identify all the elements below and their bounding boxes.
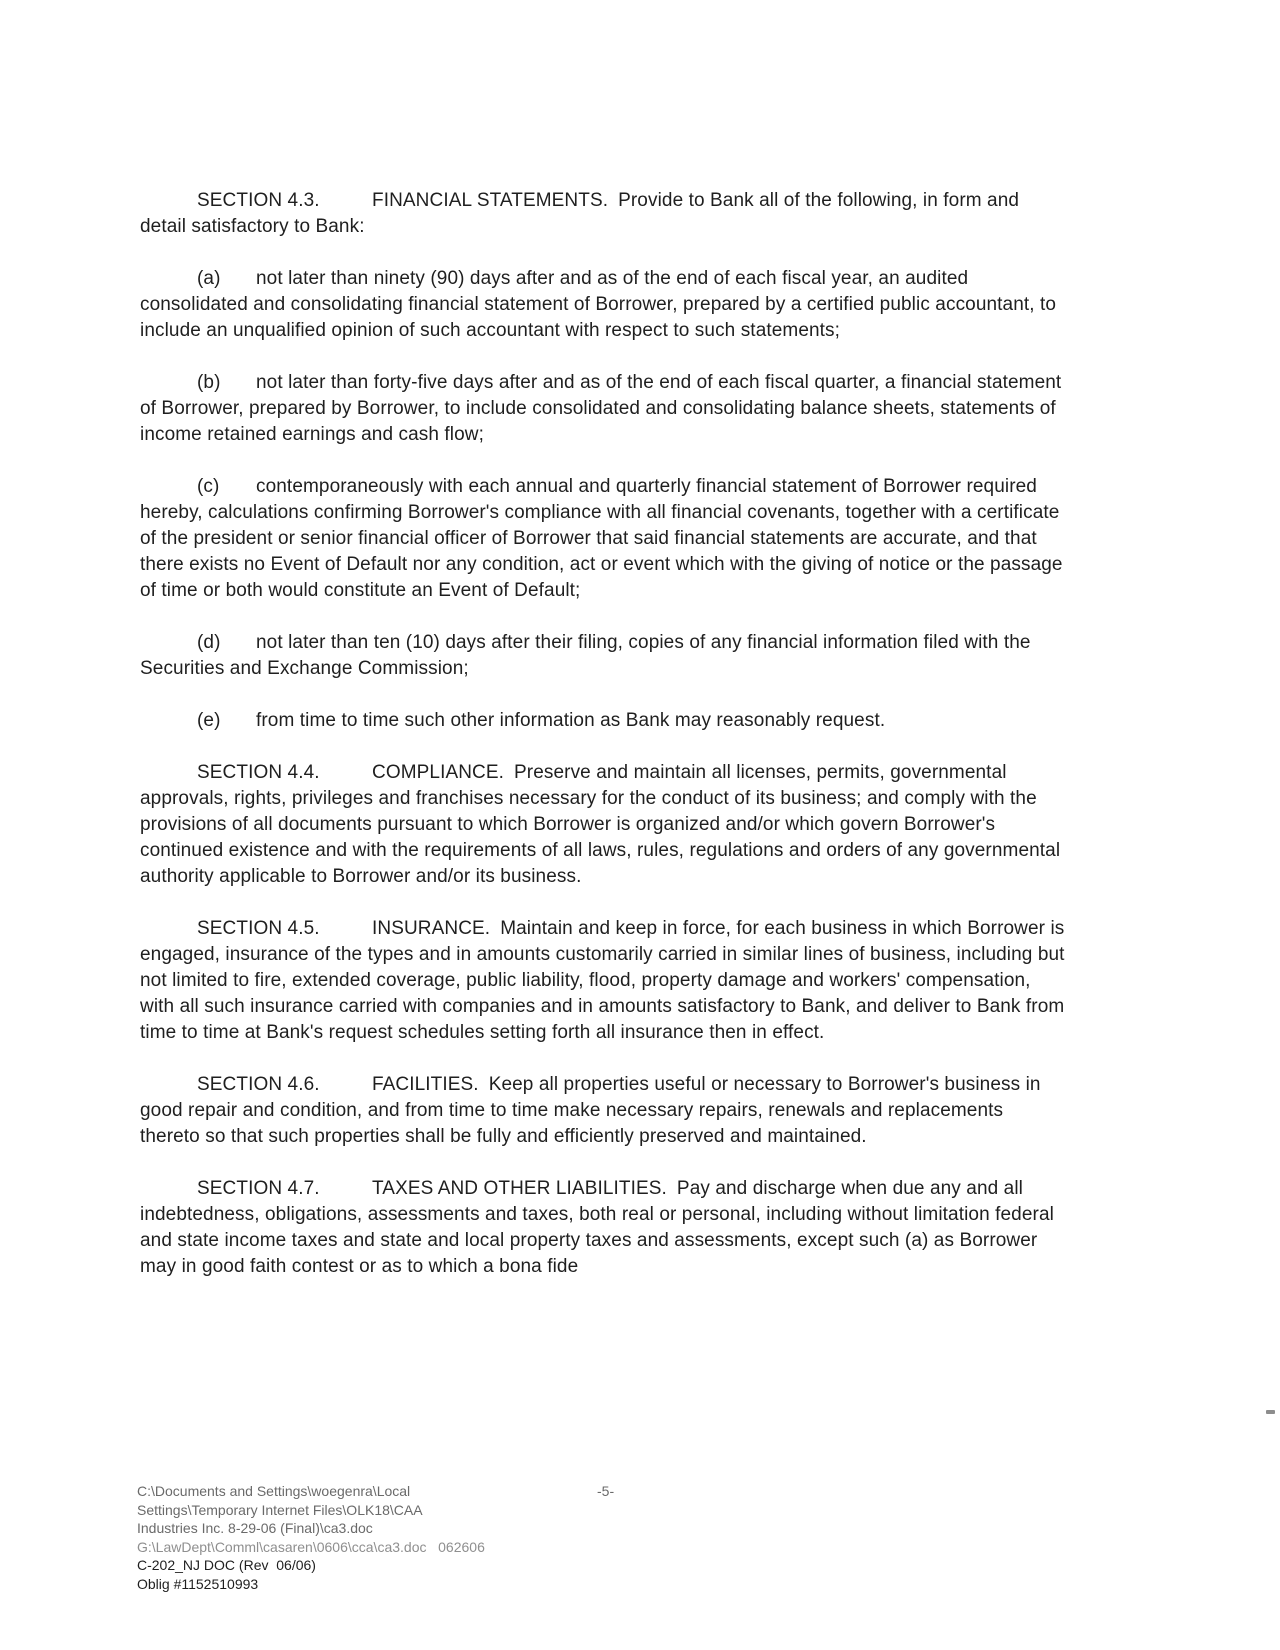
section-body-text: Preserve and maintain all licenses, permits, governmental approvals, rights, privileges and franchises necessary for the conduct of its business; and comply with the provisions of all documents pursuant to which Borrower is organized and/or which govern Borrower's continued existence and with the requirements of all laws, rules, regulations and orders of any governmental authority applicable to Borrower and/or its business. — [140, 762, 1066, 887]
clause-paragraph — [140, 266, 1065, 344]
section-body-text: Pay and discharge when due any and all indebtedness, obligations, assessments and taxes, both real or personal, including without limitation federal and state income taxes and state and local property taxes and assessments, except such (a) as Borrower may in good faith contest or as to which a bona fide — [140, 1178, 1060, 1277]
section-title: COMPLIANCE. — [372, 762, 505, 783]
clause-text: contemporaneously with each annual and quarterly financial statement of Borrower required hereby, calculations confirming Borrower's compliance with all financial covenants, together with a certificate of the president or senior financial officer of Borrower that said financial statements are accurate, and that there exists no Event of Default nor any condition, act or event which with the giving of notice or the passage of time or both would constitute an Event of Default; — [140, 476, 1068, 601]
section-number: SECTION 4.6. — [197, 1074, 320, 1095]
footer-oblig-number: Oblig #1152510993 — [137, 1575, 259, 1592]
clause-marker: (e) — [197, 710, 221, 731]
clause-paragraph — [140, 630, 1065, 682]
footer-file-path: C:\Documents and Settings\woegenra\Local — [137, 1483, 411, 1499]
section-title: INSURANCE. — [372, 918, 491, 939]
section-title: FACILITIES. — [372, 1074, 479, 1095]
footer-file-path: G:\LawDept\Comml\casaren\0606\cca\ca3.doc 062606 — [137, 1538, 485, 1555]
section-number: SECTION 4.4. — [197, 762, 320, 783]
clause-text: not later than forty-five days after and as of the end of each fiscal quarter, a financial statement of Borrower, prepared by Borrower, to include consolidated and consolidating balance sheets, statements of income retained earnings and cash flow; — [140, 372, 1067, 445]
section-paragraph — [140, 760, 1065, 890]
section-paragraph — [140, 1176, 1065, 1280]
section-number: SECTION 4.5. — [197, 918, 320, 939]
section-title: FINANCIAL STATEMENTS. — [372, 190, 609, 211]
section-paragraph — [140, 916, 1070, 1046]
section-number: SECTION 4.7. — [197, 1178, 320, 1199]
clause-marker: (b) — [197, 372, 221, 393]
clause-paragraph — [140, 370, 1065, 448]
section-body-text: Provide to Bank all of the following, in form and detail satisfactory to Bank: — [140, 190, 1025, 237]
clause-marker: (c) — [197, 476, 220, 497]
clause-paragraph — [140, 474, 1068, 604]
section-paragraph — [140, 188, 1065, 240]
clause-text: not later than ninety (90) days after and as of the end of each fiscal year, an audited consolidated and consolidating financial statement of Borrower, prepared by a certified public accountant, to include an unqualified opinion of such accountant with respect to such statements; — [140, 268, 1062, 341]
section-body-text: Keep all properties useful or necessary to Borrower's business in good repair and condition, and from time to time make necessary repairs, renewals and replacements thereto so that such properties shall be fully and efficiently preserved and maintained. — [140, 1074, 1046, 1147]
clause-text: not later than ten (10) days after their filing, copies of any financial information filed with the Securities and Exchange Commission; — [140, 632, 1036, 679]
page-footer — [137, 1482, 485, 1593]
footer-file-path: Industries Inc. 8-29-06 (Final)\ca3.doc — [137, 1520, 373, 1536]
footer-file-path: Settings\Temporary Internet Files\OLK18\CAA — [137, 1501, 423, 1518]
clause-marker: (d) — [197, 632, 221, 653]
document-body — [140, 188, 1070, 1280]
footer-doc-code: C-202_NJ DOC (Rev 06/06) — [137, 1557, 316, 1573]
section-body-text: Maintain and keep in force, for each business in which Borrower is engaged, insurance of the types and in amounts customarily carried in similar lines of business, including but not limited to fire, extended coverage, public liability, flood, property damage and workers' compensation, with all such insurance carried with companies and in amounts satisfactory to Bank, and deliver to Bank from time to time at Bank's request schedules setting forth all insurance then in effect. — [140, 918, 1070, 1043]
section-title: TAXES AND OTHER LIABILITIES. — [372, 1178, 667, 1199]
scan-artifact-dash — [1266, 1410, 1275, 1414]
clause-marker: (a) — [197, 268, 221, 289]
section-number: SECTION 4.3. — [197, 190, 320, 211]
page-number: -5- — [597, 1483, 615, 1499]
clause-text: from time to time such other information as Bank may reasonably request. — [256, 710, 886, 731]
clause-paragraph — [140, 708, 1065, 734]
section-paragraph — [140, 1072, 1065, 1150]
